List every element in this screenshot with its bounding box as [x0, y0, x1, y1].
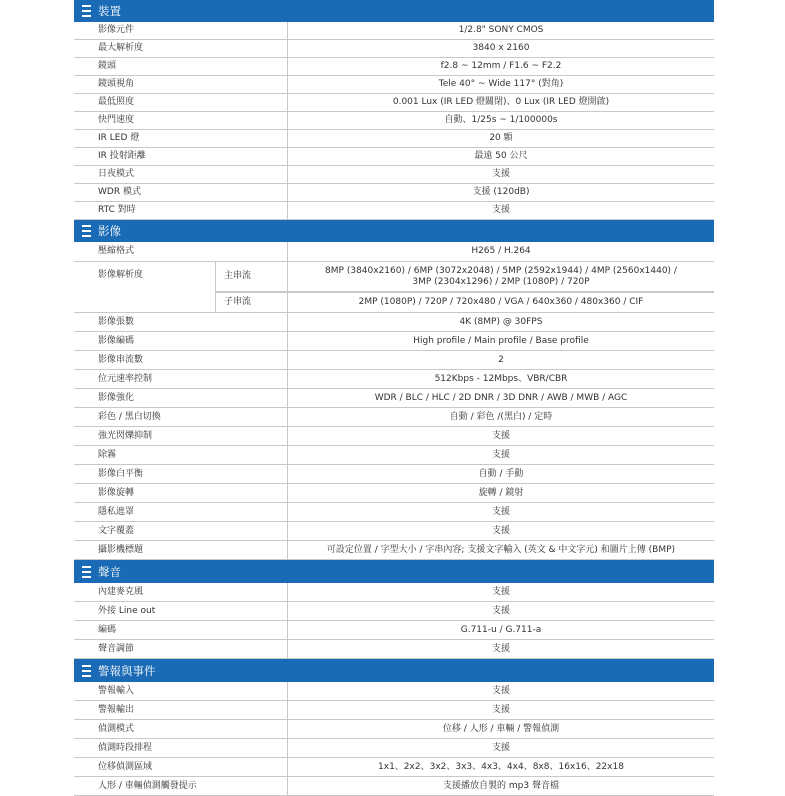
spec-label: 位元速率控制	[74, 370, 288, 388]
spec-label: 隱私遮罩	[74, 503, 288, 521]
spec-value: 3840 x 2160	[472, 43, 530, 53]
spec-row	[74, 739, 714, 758]
spec-row	[74, 427, 714, 446]
spec-label: 人形 / 車輛偵測觸發提示	[74, 777, 288, 795]
spec-value: 512Kbps - 12Mbps、VBR/CBR	[434, 373, 568, 384]
spec-row	[74, 640, 714, 659]
spec-row	[74, 389, 714, 408]
spec-value: 支援	[491, 430, 510, 441]
spec-value: 支援	[491, 169, 510, 179]
spec-row	[74, 40, 714, 58]
spec-label: 最大解析度	[74, 40, 288, 57]
spec-label: 強光閃爍抑制	[74, 427, 288, 445]
spec-row	[74, 621, 714, 640]
main-stream-value-line1: 8MP (3840x2160) / 6MP (3072x2048) / 5MP (2592x1944) / 4MP (2560x1440) /	[325, 265, 677, 276]
spec-label: 聲音調節	[74, 640, 288, 658]
spec-value: 支援	[491, 449, 510, 460]
spec-row	[74, 701, 714, 720]
spec-label: 最低照度	[74, 94, 288, 111]
spec-value: 旋轉 / 鏡射	[478, 487, 524, 498]
spec-row	[74, 351, 714, 370]
spec-row	[74, 370, 714, 389]
spec-label: 位移偵測區域	[74, 758, 288, 776]
spec-label: 壓縮格式	[74, 242, 288, 261]
spec-value: 1/2.8" SONY CMOS	[458, 25, 544, 35]
spec-row	[74, 76, 714, 94]
spec-row	[74, 522, 714, 541]
section-title: 影像	[98, 224, 121, 238]
spec-value: 1x1、2x2、3x2、3x3、4x3、4x4、8x8、16x16、22x18	[378, 761, 624, 772]
spec-label: 攝影機標題	[74, 541, 288, 559]
spec-value: 可設定位置 / 字型大小 / 字串內容; 支援文字輸入 (英文 & 中文字元) 和圖片上傳 (BMP)	[326, 544, 676, 555]
spec-row	[74, 148, 714, 166]
resolution-group	[74, 262, 714, 313]
spec-label: 影像串流數	[74, 351, 288, 369]
spec-label: 編碼	[74, 621, 288, 639]
spec-value: 位移 / 人形 / 車輛 / 警報偵測	[442, 723, 560, 734]
spec-value: 20 顆	[489, 133, 513, 143]
section-header-audio	[74, 560, 714, 583]
section-title: 裝置	[98, 4, 121, 18]
spec-row	[74, 166, 714, 184]
spec-row	[74, 446, 714, 465]
main-stream-label: 主串流	[216, 262, 288, 291]
spec-value: WDR / BLC / HLC / 2D DNR / 3D DNR / AWB / MWB / AGC	[374, 392, 628, 403]
spec-row	[74, 202, 714, 220]
spec-label: 影像編碼	[74, 332, 288, 350]
spec-label: 警報輸出	[74, 701, 288, 719]
spec-label: 快門速度	[74, 112, 288, 129]
list-icon	[82, 665, 91, 677]
spec-value: 自動、1/25s ~ 1/100000s	[444, 115, 558, 125]
spec-label: 文字覆蓋	[74, 522, 288, 540]
spec-value: 最遠 50 公尺	[474, 151, 528, 161]
spec-row	[74, 22, 714, 40]
spec-value: 2	[498, 354, 504, 365]
list-icon	[82, 225, 91, 237]
spec-row	[74, 484, 714, 503]
spec-row	[74, 541, 714, 560]
spec-label: 影像解析度	[74, 262, 216, 312]
section-header-video	[74, 220, 714, 242]
spec-value: G.711-u / G.711-a	[460, 624, 542, 635]
spec-label: 外接 Line out	[74, 602, 288, 620]
spec-label: RTC 對時	[74, 202, 288, 219]
spec-row	[74, 465, 714, 484]
spec-row	[74, 758, 714, 777]
spec-value: 支援	[491, 643, 510, 654]
spec-value: 支援 (120dB)	[472, 187, 530, 197]
spec-label: 內建麥克風	[74, 583, 288, 601]
spec-row	[74, 94, 714, 112]
spec-row	[216, 262, 714, 292]
spec-label: IR LED 燈	[74, 130, 288, 147]
spec-value: 支援	[491, 704, 510, 715]
spec-value: 支援	[491, 525, 510, 536]
spec-label: 影像元件	[74, 22, 288, 39]
spec-value: 0.001 Lux (IR LED 燈關閉)、0 Lux (IR LED 燈開啟)	[392, 97, 610, 107]
spec-label: 警報輸入	[74, 682, 288, 700]
spec-row	[74, 58, 714, 76]
list-icon	[82, 566, 91, 578]
spec-label: 除霧	[74, 446, 288, 464]
spec-value: 支援播放自製的 mp3 聲音檔	[443, 780, 559, 791]
spec-row	[74, 313, 714, 332]
spec-label: 日夜模式	[74, 166, 288, 183]
spec-value	[288, 262, 714, 291]
spec-value: 自動 / 手動	[478, 468, 524, 479]
spec-row	[74, 682, 714, 701]
spec-row	[74, 112, 714, 130]
spec-row	[74, 503, 714, 522]
spec-value: 支援	[491, 605, 510, 616]
spec-row	[216, 292, 714, 312]
spec-value: Tele 40° ~ Wide 117° (對角)	[438, 79, 564, 89]
section-header-alarm	[74, 659, 714, 682]
spec-row	[74, 184, 714, 202]
spec-row	[74, 130, 714, 148]
sub-stream-label: 子串流	[216, 293, 288, 312]
list-icon	[82, 5, 91, 17]
section-title: 警報與事件	[98, 663, 156, 678]
spec-row	[74, 242, 714, 262]
sub-stream-value: 2MP (1080P) / 720P / 720x480 / VGA / 640x360 / 480x360 / CIF	[358, 297, 644, 307]
spec-row	[74, 602, 714, 621]
main-stream-value-line2: 3MP (2304x1296) / 2MP (1080P) / 720P	[412, 276, 590, 287]
spec-row	[74, 332, 714, 351]
spec-value: 支援	[491, 742, 510, 753]
section-title: 聲音	[98, 564, 121, 579]
spec-value: 支援	[491, 205, 510, 215]
section-header-device	[74, 0, 714, 22]
spec-row	[74, 777, 714, 796]
spec-row	[74, 408, 714, 427]
spec-label: 影像張數	[74, 313, 288, 331]
spec-label: 彩色 / 黑白切換	[74, 408, 288, 426]
spec-label: WDR 模式	[74, 184, 288, 201]
spec-value: 支援	[491, 586, 510, 597]
spec-value: 自動 / 彩色 /(黑白) / 定時	[449, 411, 553, 422]
spec-label: 偵測時段排程	[74, 739, 288, 757]
spec-row	[74, 583, 714, 602]
spec-table	[74, 0, 714, 796]
spec-value: 支援	[491, 506, 510, 517]
spec-value: High profile / Main profile / Base profile	[413, 335, 589, 346]
spec-label: 鏡頭視角	[74, 76, 288, 93]
spec-label: 影像白平衡	[74, 465, 288, 483]
spec-label: 影像強化	[74, 389, 288, 407]
spec-value: 4K (8MP) @ 30FPS	[459, 316, 543, 327]
spec-value: H265 / H.264	[471, 246, 531, 256]
spec-label: 影像旋轉	[74, 484, 288, 502]
spec-value: f2.8 ~ 12mm / F1.6 ~ F2.2	[440, 61, 562, 71]
spec-label: 偵測模式	[74, 720, 288, 738]
spec-row	[74, 720, 714, 739]
spec-label: IR 投射距離	[74, 148, 288, 165]
spec-value: 支援	[491, 685, 510, 696]
spec-label: 鏡頭	[74, 58, 288, 75]
